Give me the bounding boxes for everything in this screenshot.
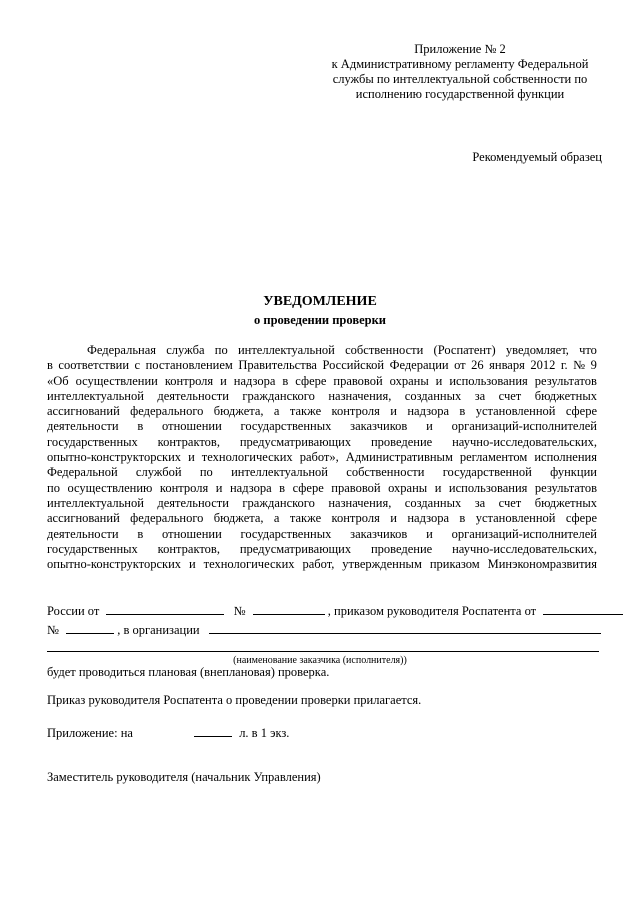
body-line: деятельности в отношении государственных заказчиков и организаций-исполнителей (47, 419, 597, 434)
body-line: государственных контрактов, предусматривающих проведение научно-исследовательских, (47, 541, 597, 556)
body-line: деятельности в отношении государственных заказчиков и организаций-исполнителей (47, 526, 597, 541)
body-line: интеллектуальной деятельности гражданского назначения, созданных за счет бюджетных (47, 388, 597, 403)
body-line: Федеральной службой по интеллектуальной собственности государственной функции (47, 465, 597, 480)
document-title: УВЕДОМЛЕНИЕ (263, 294, 377, 309)
rospatent-order-date-field[interactable] (543, 603, 623, 615)
in-organization-label: , в организации (117, 623, 200, 637)
ministry-order-date-field[interactable] (106, 603, 224, 615)
appendix-line: к Административному регламенту Федеральной (331, 57, 589, 71)
number-sign: № (233, 604, 246, 618)
order-attached-line: Приказ руководителя Роспатента о проведении проверки прилагается. (47, 693, 422, 707)
notification-body (47, 343, 597, 572)
body-line: ассигнований федерального бюджета, а также контроля и надзора в установленной сфере (47, 511, 597, 526)
customer-name-line[interactable] (47, 651, 599, 652)
body-line: интеллектуальной деятельности гражданского назначения, созданных за счет бюджетных (47, 495, 597, 510)
attachment-label: Приложение: на (47, 726, 133, 740)
attachment-line (47, 725, 289, 741)
body-line: по осуществлению контроля и надзора в сфере правовой охраны и использования результатов (47, 480, 597, 495)
rospatent-order-label: , приказом руководителя Роспатента от (327, 604, 537, 618)
body-line: Федеральная служба по интеллектуальной собственности (Роспатент) уведомляет, что (87, 343, 597, 357)
ministry-order-number-field[interactable] (253, 603, 325, 615)
body-line: опытно-конструкторских и технологических работ», Административным регламентом исполнения (47, 450, 597, 465)
appendix-line: Приложение № 2 (414, 42, 506, 56)
customer-name-caption: (наименование заказчика (исполнителя)) (233, 655, 407, 666)
attachment-pages-field[interactable] (194, 725, 232, 737)
russia-from-label: России от (47, 604, 100, 618)
number-sign: № (47, 623, 59, 637)
deputy-signature-line: Заместитель руководителя (начальник Управления) (47, 770, 321, 784)
inspection-type-line: будет проводиться плановая (внеплановая) проверка. (47, 665, 330, 679)
rospatent-order-number-field[interactable] (66, 622, 114, 634)
organization-line (47, 622, 597, 638)
attachment-suffix: л. в 1 экз. (239, 726, 290, 740)
body-line: опытно-конструкторских и технологических работ, утвержденным приказом Минэкономразвития (47, 557, 597, 572)
appendix-line: службы по интеллектуальной собственности по (332, 72, 588, 86)
body-line: в соответствии с постановлением Правительства Российской Федерации от 26 января 2012 г. № 9 (47, 358, 597, 373)
body-line: «Об осуществлении контроля и надзора в сфере правовой охраны и использования результатов (47, 373, 597, 388)
organization-name-field[interactable] (209, 622, 601, 634)
recommended-sample-label: Рекомендуемый образец (472, 150, 602, 164)
body-line: государственных контрактов, предусматривающих проведение научно-исследовательских, (47, 434, 597, 449)
appendix-reference (320, 42, 600, 102)
body-line: ассигнований федерального бюджета, а также контроля и надзора в установленной сфере (47, 404, 597, 419)
order-reference-line (47, 603, 597, 619)
appendix-line: исполнению государственной функции (355, 87, 565, 101)
document-subtitle: о проведении проверки (254, 313, 386, 327)
